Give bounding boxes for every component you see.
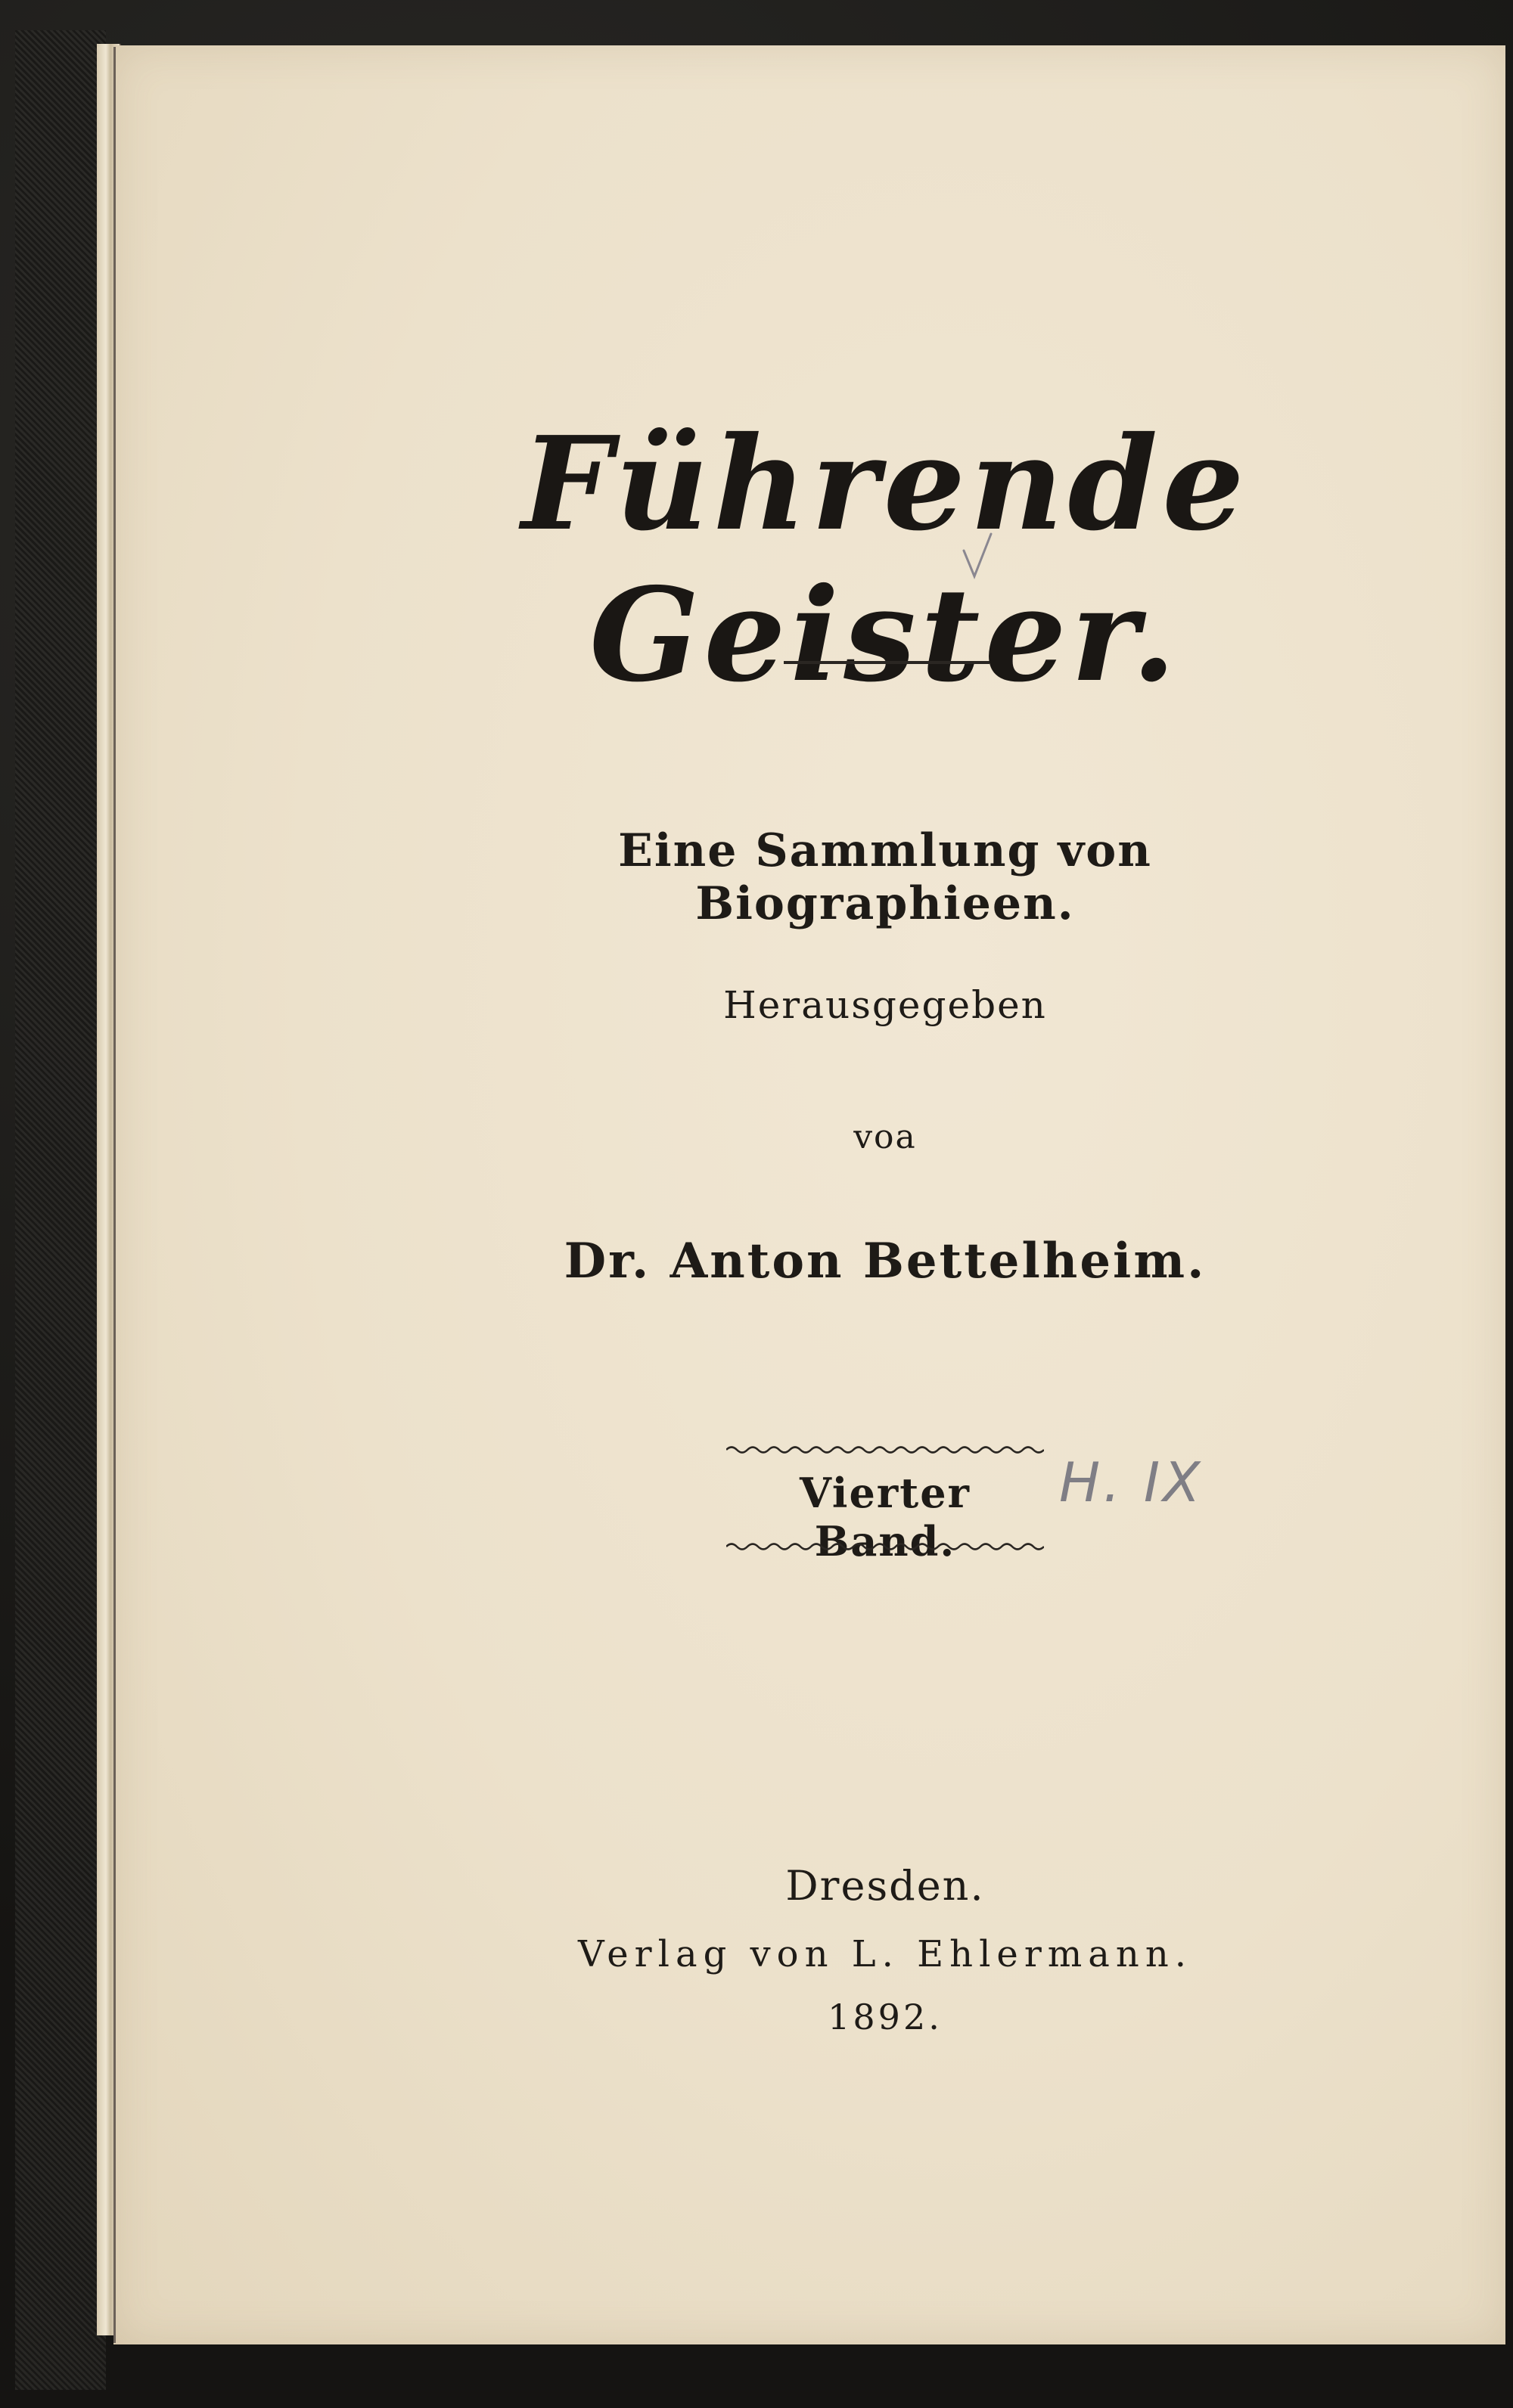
volume-box — [726, 1444, 1044, 1566]
volume-label: Vierter Band. — [799, 1469, 971, 1566]
title-rule — [784, 661, 990, 664]
book-title: Führende Geister. — [521, 408, 1249, 711]
publication-year: 1892. — [828, 1997, 943, 2037]
book-subtitle: Eine Sammlung von Biographieen. — [618, 824, 1152, 930]
publisher-line: Verlag von L. Ehlermann. — [577, 1933, 1192, 1975]
by-line: voa — [853, 1118, 917, 1156]
wavy-rule-bottom — [726, 1541, 1044, 1552]
page-gutter-line — [113, 47, 116, 2343]
pencil-checkmark-icon — [961, 529, 1006, 582]
publication-place: Dresden. — [785, 1862, 985, 1910]
wavy-rule-top — [726, 1444, 1044, 1455]
edited-by-line: Herausgegeben — [723, 983, 1047, 1027]
editor-name: Dr. Anton Bettelheim. — [564, 1233, 1207, 1289]
handwritten-shelfmark: H. IX — [1059, 1451, 1204, 1514]
binding-spine — [15, 30, 106, 2390]
